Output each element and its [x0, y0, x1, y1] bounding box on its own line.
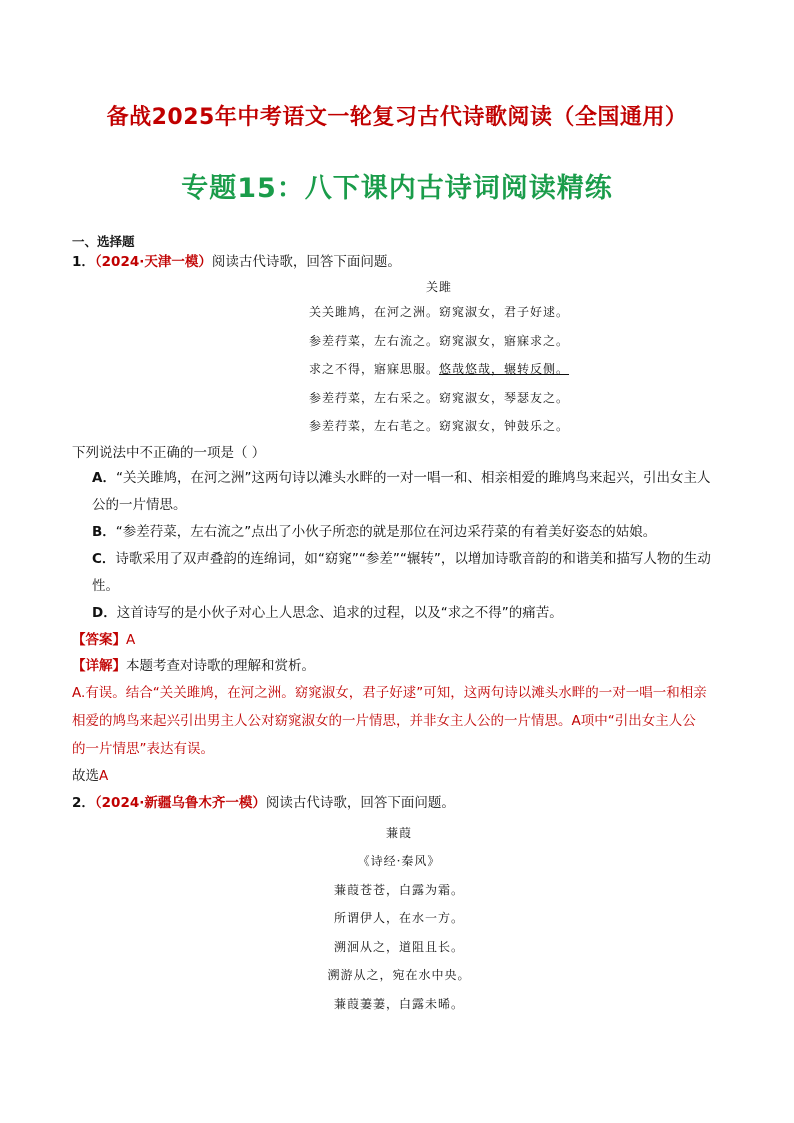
poem-jianjia: [72, 819, 726, 1019]
poem-line: [152, 355, 726, 384]
poem-guanju: [152, 276, 726, 441]
answer-tag: 【答案】: [72, 631, 126, 648]
poem-source: 《诗经·秦风》: [357, 854, 441, 868]
option-c: [72, 546, 726, 573]
question-prompt: 阅读古代诗歌，回答下面问题。: [211, 254, 401, 270]
detail-text-line: A.有误。结合“关关雎鸠，在河之洲。窈窕淑女，君子好逑”可知，这两句诗以滩头水畔的一对一唱一和相亲: [72, 684, 707, 701]
option-text: “关关雎鸠，在河之洲”这两句诗以滩头水畔的一对一唱一和、相亲相爱的雎鸠鸟来起兴，引出女主人: [115, 469, 711, 486]
option-text: “参差荇菜，左右流之”点出了小伙子所恋的就是那位在河边采荇菜的有着美好姿态的姑娘。: [115, 523, 657, 540]
detail-text-line: 相爱的鸠鸟来起兴引出男主人公对窈窕淑女的一片情思，并非女主人公的一片情思。A项中“引出女主人公: [72, 712, 696, 729]
question-number: 2．: [72, 794, 95, 811]
answer-value: A: [126, 631, 136, 648]
poem-line: 溯游从之，宛在水中央。: [327, 968, 471, 982]
question-prompt: 阅读古代诗歌，回答下面问题。: [265, 794, 455, 811]
option-text: 公的一片情思。: [92, 496, 187, 513]
detail-text: [72, 679, 726, 763]
poem-line: 参差荇菜，左右芼之。窈窕淑女，钟鼓乐之。: [308, 419, 569, 433]
poem-line-part: 求之不得，寤寐思服。: [308, 362, 439, 376]
poem-line: 关关雎鸠，在河之洲。窈窕淑女，君子好逑。: [308, 305, 569, 319]
option-b: [72, 519, 726, 546]
option-c-continued: [72, 573, 726, 600]
option-text: 这首诗写的是小伙子对心上人思念、追求的过程，以及“求之不得”的痛苦。: [116, 604, 563, 621]
underlined-phrase: 悠哉悠哉，辗转反侧。: [439, 362, 570, 376]
document-title: 备战2025年中考语文一轮复习古代诗歌阅读（全国通用）: [106, 105, 688, 130]
question-1-heading: [72, 252, 726, 272]
detail-text-line: 的一片情思”表达有误。: [72, 740, 214, 757]
conclusion-prefix: 故选: [72, 767, 99, 784]
detail-tag: 【详解】: [72, 657, 126, 674]
poem-title: 蒹葭: [385, 825, 412, 840]
option-a: [72, 465, 726, 492]
option-a-continued: [72, 492, 726, 519]
poem-line: 参差荇菜，左右流之。窈窕淑女，寤寐求之。: [308, 333, 569, 348]
poem-title: 关雎: [425, 280, 452, 294]
option-d: [72, 600, 726, 627]
document-subtitle: 专题15：八下课内古诗词阅读精练: [181, 173, 613, 204]
question-source: （2024·天津一模）: [94, 254, 212, 270]
document-content: [72, 232, 726, 1018]
poem-line: 溯洄从之，道阻且长。: [333, 939, 464, 954]
section-heading: 一、选择题: [72, 234, 135, 249]
poem-line: 蒹葭萋萋，白露未晞。: [333, 996, 464, 1011]
option-label: A．: [92, 469, 116, 486]
question-number: 1．: [72, 254, 95, 270]
option-label: B．: [92, 523, 116, 540]
option-label: C．: [92, 550, 116, 567]
option-text: 性。: [92, 577, 119, 594]
conclusion-line: [72, 763, 726, 789]
poem-line: 蒹葭苍苍，白露为霜。: [333, 882, 464, 897]
question-stem: 下列说法中不正确的一项是（ ）: [72, 444, 266, 461]
question-source: （2024·新疆乌鲁木齐一模）: [94, 794, 266, 811]
detail-line: [72, 653, 726, 679]
detail-intro: 本题考查对诗歌的理解和赏析。: [126, 657, 315, 674]
conclusion-value: A: [99, 767, 109, 784]
poem-line: 参差荇菜，左右采之。窈窕淑女，琴瑟友之。: [308, 390, 569, 405]
answer-line: [72, 627, 726, 653]
question-2-heading: [72, 793, 726, 813]
poem-line: 所谓伊人，在水一方。: [333, 911, 464, 925]
option-text: 诗歌采用了双声叠韵的连绵词，如“窈窕”“参差”“辗转”，以增加诗歌音韵的和谐美和描写人物的生动: [115, 550, 711, 567]
option-label: D．: [92, 604, 117, 621]
